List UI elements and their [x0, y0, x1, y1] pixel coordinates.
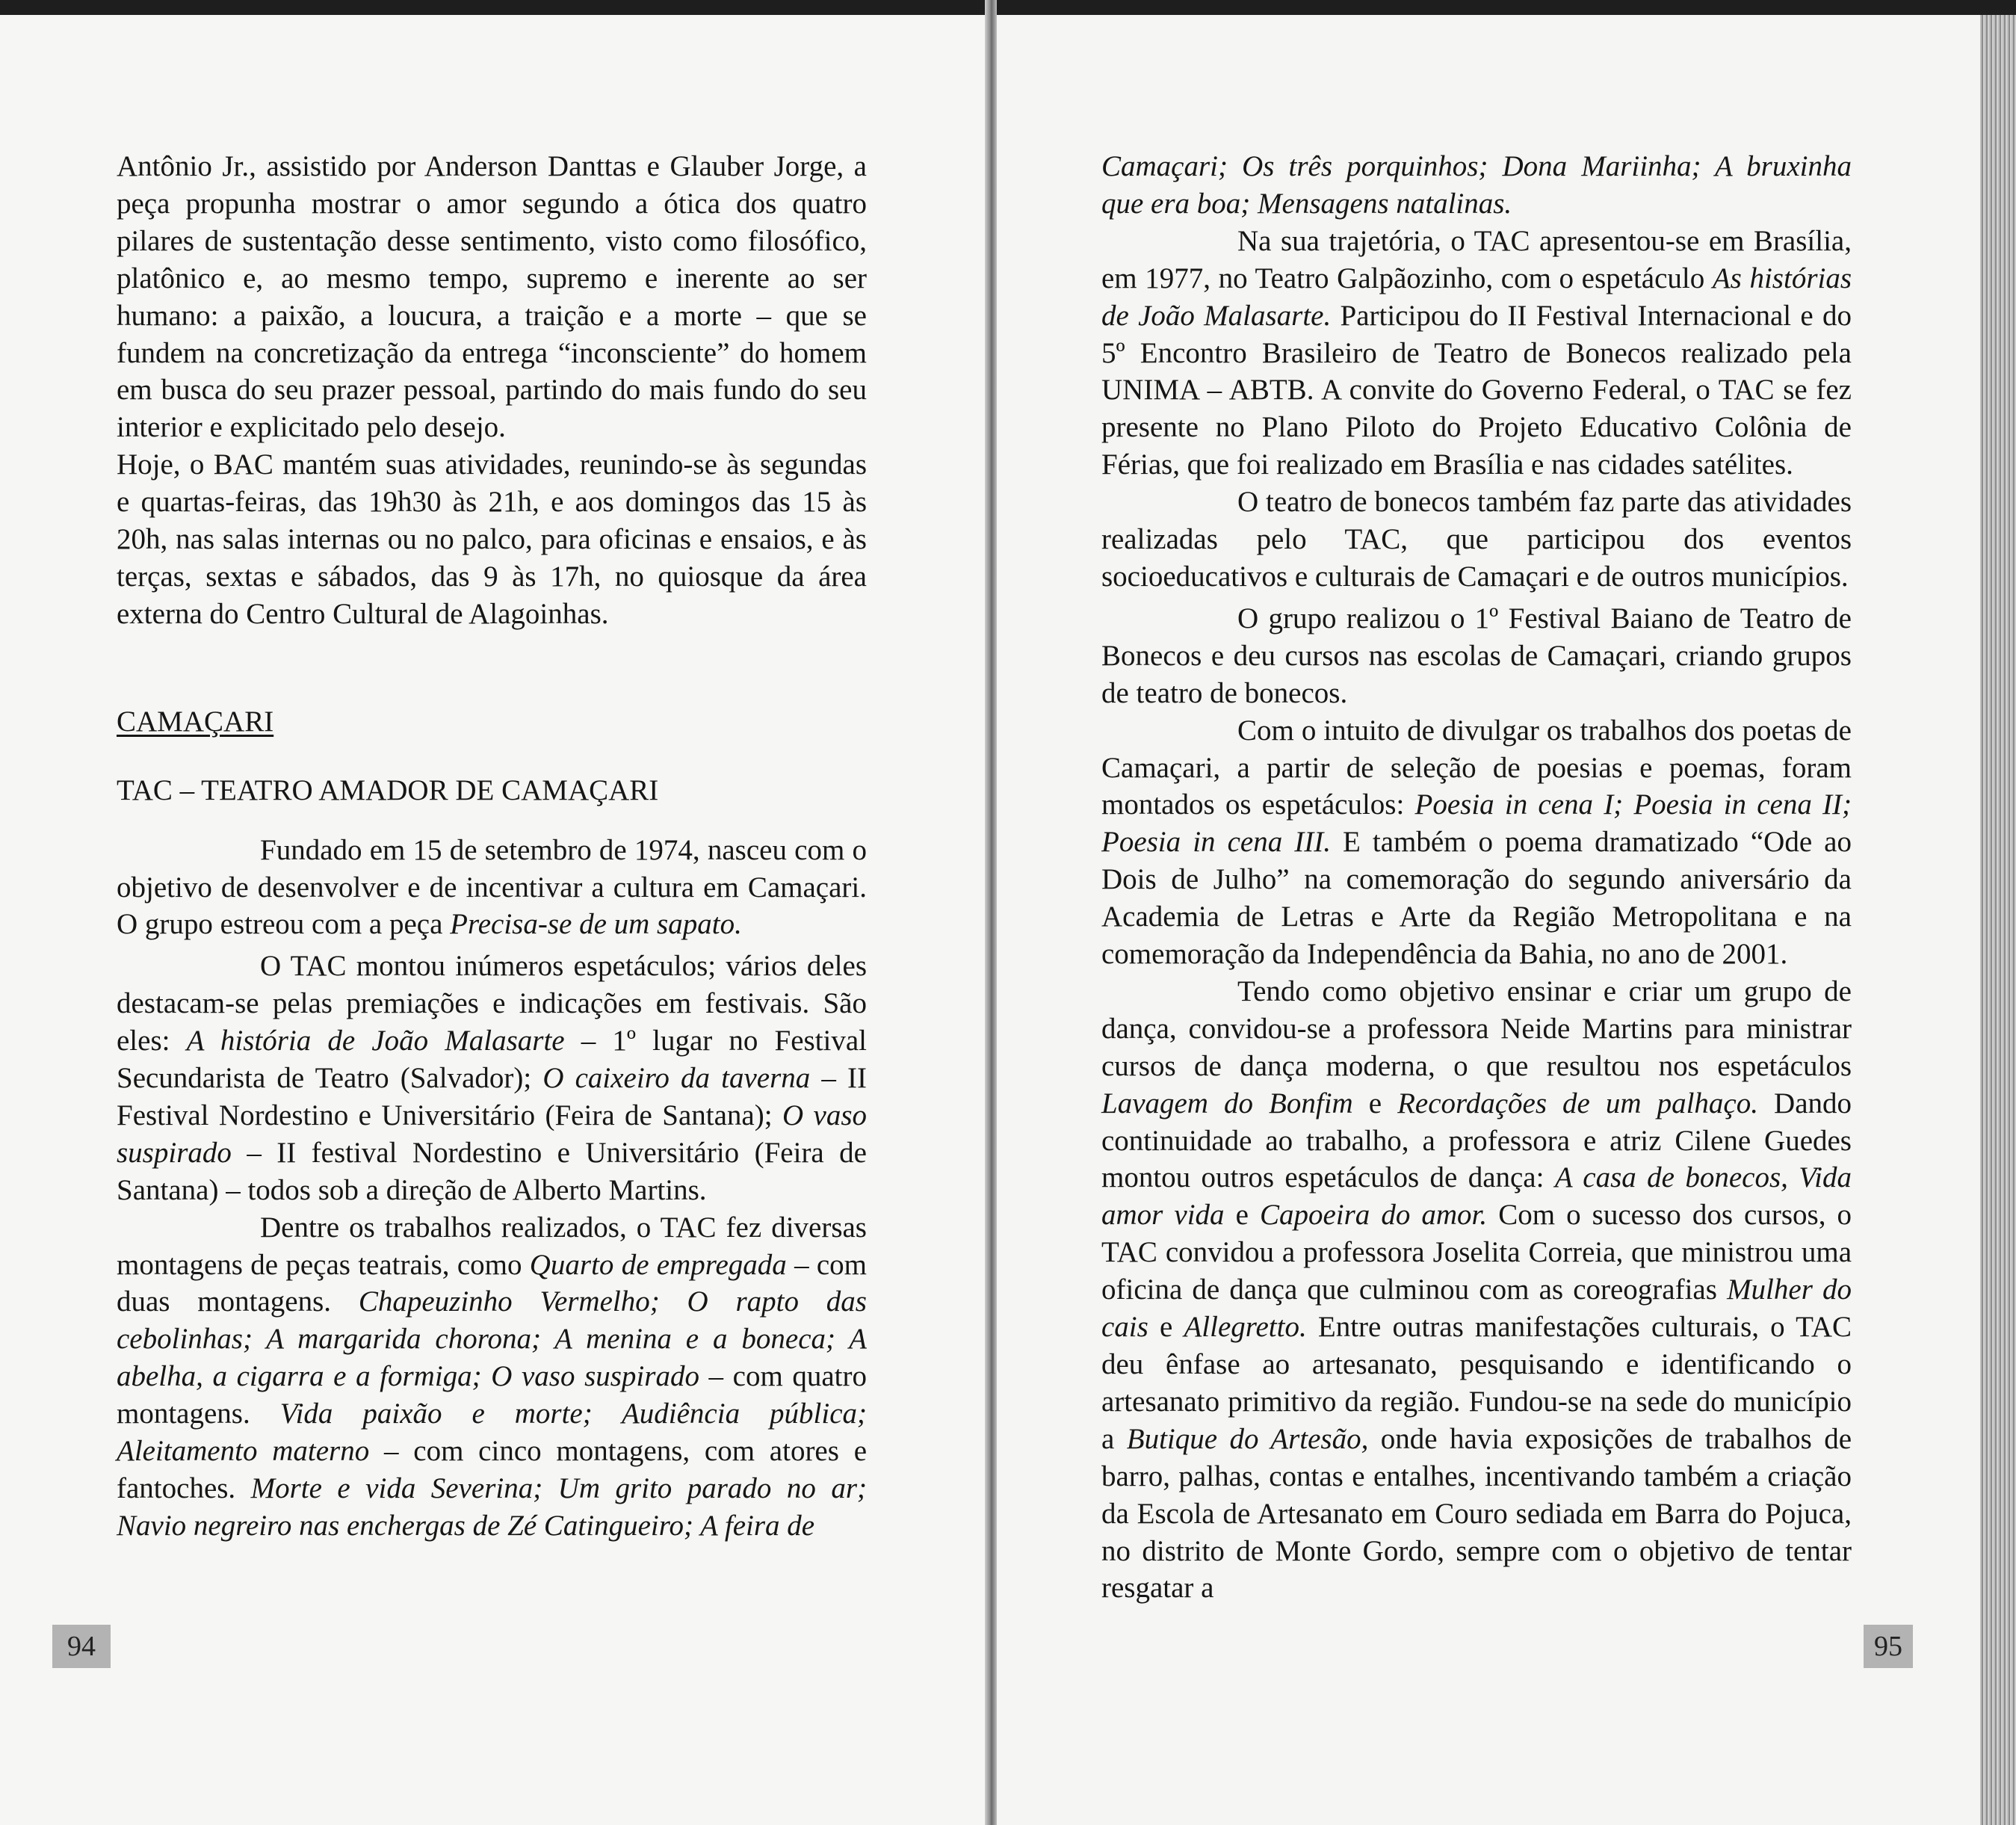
- play-title: Lavagem do Bonfim: [1101, 1087, 1353, 1120]
- text: Dando continuidade ao trabalho, a professora e atriz Cilene Guedes montou outros espetáculos de dança:: [1101, 1087, 1852, 1194]
- play-title: Capoeira do amor.: [1259, 1199, 1488, 1232]
- paragraph: [117, 1209, 867, 1545]
- text: Na sua trajetória, o TAC apresentou-se em Brasília, em 1977, no Teatro Galpãozinho, com o espetáculo: [1101, 224, 1852, 294]
- right-page: [997, 15, 1980, 1825]
- text: – com duas montagens.: [117, 1248, 867, 1318]
- play-title: Mulher do cais: [1101, 1273, 1852, 1344]
- text: e: [1148, 1311, 1184, 1344]
- text: – II Festival Nordestino e Universitário (Feira de Santana);: [117, 1062, 867, 1131]
- play-title: O vaso suspirado: [117, 1099, 867, 1169]
- play-title: Poesia in cena I; Poesia in cena II; Poesia in cena III.: [1101, 788, 1852, 859]
- text: Tendo como objetivo ensinar e criar um grupo de dança, convidou-se a professora Neide Martins para ministrar cursos de dança moderna, o que resultou nos espetáculos: [1101, 975, 1852, 1082]
- left-text-column: [117, 148, 867, 1545]
- text: E também o poema dramatizado “Ode ao Dois de Julho” na comemoração do segundo aniversário da Academia de Letras e Arte da Região Metropolitana e na comemoração da Independência da Bahia, no ano de 2001.: [1101, 826, 1852, 971]
- text: Fundado em 15 de setembro de 1974, nasceu com o objetivo de desenvolver e de incentivar a cultura em Camaçari. O grupo estreou com a peça: [117, 833, 867, 941]
- play-title: As histórias de João Malasarte.: [1101, 262, 1852, 332]
- book-gutter: [985, 0, 997, 1825]
- page-number: 95: [1864, 1625, 1913, 1668]
- text: Participou do II Festival Internacional e do 5º Encontro Brasileiro de Teatro de Bonecos realizado pela UNIMA – ABTB. A convite do Governo Federal, o TAC se fez presente no Plano Piloto do Projeto Educativo Colônia de Férias, que foi realizado em Brasília e nas cidades satélites.: [1101, 299, 1852, 481]
- play-title: A casa de bonecos, Vida amor vida: [1101, 1161, 1852, 1232]
- paragraph: Hoje, o BAC mantém suas atividades, reunindo-se às segundas e quartas-feiras, das 19h30 às 21h, e aos domingos das 15 às 20h, nas salas internas ou no palco, para oficinas e ensaios, e às terças, sextas e sábados, das 9 às 17h, no quiosque da área externa do Centro Cultural de Alagoinhas.: [117, 448, 867, 630]
- text: – 1º lugar no Festival Secundarista de Teatro (Salvador);: [117, 1025, 868, 1095]
- text: Entre outras manifestações culturais, o TAC deu ênfase ao artesanato, pesquisando e identificando o artesanato primitivo da região. Fundou-se na sede do município a: [1101, 1311, 1852, 1455]
- text: Com o intuito de divulgar os trabalhos dos poetas de Camaçari, a partir de seleção de poesias e poemas, foram montados os espetáculos:: [1101, 714, 1852, 821]
- left-page: [0, 15, 985, 1825]
- play-title: Camaçari; Os três porquinhos; Dona Mariinha; A bruxinha que era boa; Mensagens natalinas.: [1101, 150, 1852, 220]
- text: – com quatro montagens.: [117, 1360, 867, 1430]
- play-title: O caixeiro da taverna: [542, 1062, 811, 1095]
- text: e: [1352, 1087, 1398, 1120]
- page-number: 94: [52, 1625, 111, 1668]
- paragraph: [1101, 973, 1852, 1607]
- play-title: Precisa-se de um sapato.: [450, 908, 742, 941]
- paragraph: [1101, 223, 1852, 484]
- text: Com o sucesso dos cursos, o TAC convidou a professora Joselita Correia, que ministrou uma oficina de dança que culminou com as coreografias: [1101, 1199, 1852, 1306]
- play-title: Morte e vida Severina; Um grito parado no ar; Navio negreiro nas enchergas de Zé Catingueiro; A feira de: [117, 1472, 867, 1542]
- play-title: Allegretto.: [1184, 1311, 1307, 1344]
- play-title: Chapeuzinho Vermelho; O rapto das cebolinhas; A margarida chorona; A menina e a boneca; A abelha, a cigarra e a formiga; O vaso suspirado: [117, 1285, 867, 1393]
- text: – II festival Nordestino e Universitário (Feira de Santana) – todos sob a direção de Alberto Martins.: [117, 1136, 867, 1206]
- paragraph: Antônio Jr., assistido por Anderson Danttas e Glauber Jorge, a peça propunha mostrar o amor segundo a ótica dos quatro pilares de sustentação desse sentimento, visto como filosófico, platônico e, ao mesmo tempo, supremo e inerente ao ser humano: a paixão, a loucura, a traição e a morte – que se fundem na concretização da entrega “inconsciente” do homem em busca do seu prazer pessoal, partindo do mais fundo do seu interior e explicitado pelo desejo.: [117, 150, 867, 444]
- place-name: Butique do Artesão,: [1126, 1422, 1369, 1455]
- paragraph: [117, 948, 867, 1208]
- paragraph: [1101, 712, 1852, 973]
- text: – com cinco montagens, com atores e fantoches.: [117, 1435, 868, 1504]
- text: onde havia exposições de trabalhos de barro, palhas, contas e entalhes, incentivando também a criação da Escola de Artesanato em Couro sediada em Barra do Pojuca, no distrito de Monte Gordo, sempre com o objetivo de tentar resgatar a: [1101, 1422, 1852, 1605]
- text: O TAC montou inúmeros espetáculos; vários deles destacam-se pelas premiações e indicações em festivais. São eles:: [117, 950, 867, 1057]
- play-title: Vida paixão e morte; Audiência pública; Aleitamento materno: [117, 1398, 867, 1468]
- paragraph: [1101, 148, 1852, 223]
- play-title: Quarto de empregada: [529, 1248, 787, 1281]
- paragraph: O teatro de bonecos também faz parte das atividades realizadas pelo TAC, que participou dos eventos socioeducativos e culturais de Camaçari e de outros municípios.: [1101, 486, 1852, 593]
- paragraph: O grupo realizou o 1º Festival Baiano de Teatro de Bonecos e deu cursos nas escolas de Camaçari, criando grupos de teatro de bonecos.: [1101, 602, 1852, 709]
- text: e: [1224, 1199, 1260, 1232]
- subsection-heading: TAC – TEATRO AMADOR DE CAMAÇARI: [117, 773, 659, 806]
- text: Dentre os trabalhos realizados, o TAC fez diversas montagens de peças teatrais, como: [117, 1211, 867, 1281]
- paragraph: [117, 832, 867, 944]
- play-title: Recordações de um palhaço.: [1397, 1087, 1758, 1120]
- right-text-column: [1101, 148, 1852, 1607]
- play-title: A história de João Malasarte: [186, 1025, 565, 1057]
- section-heading: CAMAÇARI: [117, 705, 274, 738]
- page-stack-edge: [1980, 15, 2016, 1825]
